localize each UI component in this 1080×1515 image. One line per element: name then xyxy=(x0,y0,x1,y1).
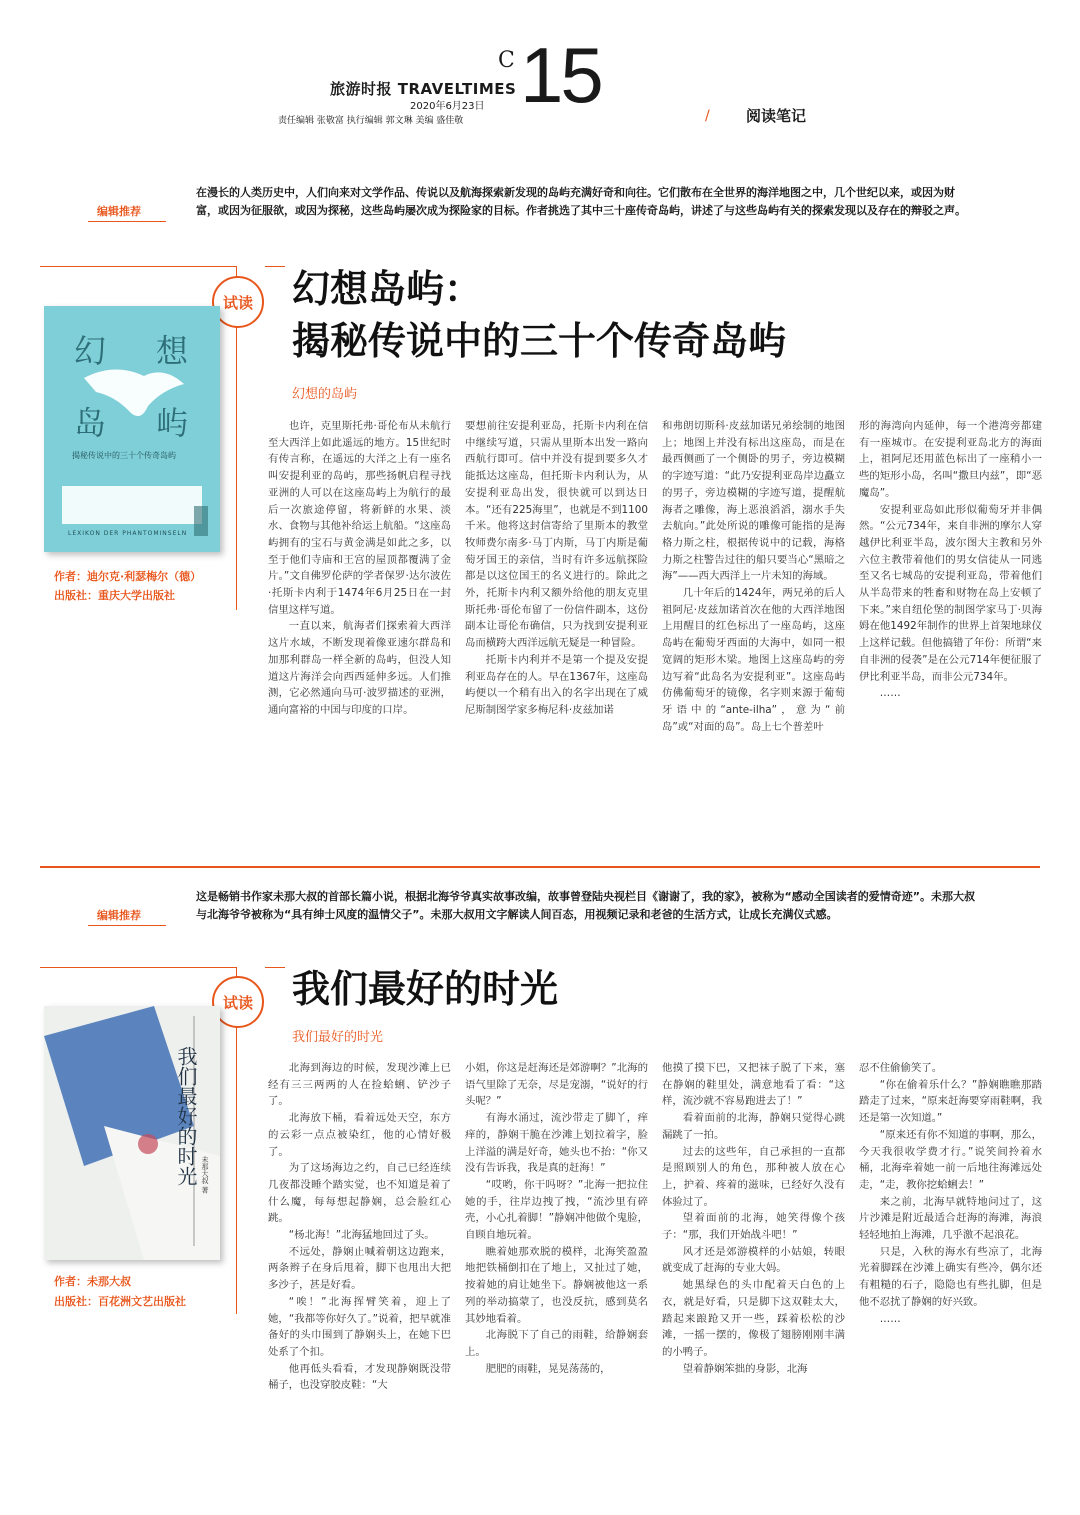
masthead-date: 2020年6月23日 xyxy=(410,101,485,112)
text-column xyxy=(465,1060,648,1394)
text-column xyxy=(859,1060,1042,1394)
paragraph: 一直以来，航海者们探索着大西洋这片水域，不断发现着像亚速尔群岛和加那利群岛一样全新的岛屿，但没人知道这片海洋会向西西延伸多远。人们推测，它必然通向马可·波罗描述的亚洲，通向富裕的中国与印度的口岸。 xyxy=(268,620,451,716)
frame-line xyxy=(236,320,237,610)
article-title-line2: 揭秘传说中的三十个传奇岛屿 xyxy=(292,318,787,363)
masthead-staff: 责任编辑 张敬富 执行编辑 郭文琳 美编 盛佳敬 xyxy=(278,116,464,126)
paragraph: 小姐，你这是赶海还是郊游啊？”北海的语气里除了无奈，尽是宠溺，“说好的行头呢？” xyxy=(465,1062,648,1108)
recommend-underline xyxy=(88,925,166,926)
page-letter: C xyxy=(498,48,515,73)
author-line: 作者：迪尔克·利瑟梅尔（德） xyxy=(54,570,202,583)
book-spine-author: 未那大叔 著 xyxy=(201,1156,209,1194)
frame-line xyxy=(40,967,237,968)
editor-recommend-label: 编辑推荐 xyxy=(97,205,141,218)
paragraph: 他再低头看看，才发现静娴既没带桶子，也没穿胶皮鞋：“大 xyxy=(268,1362,451,1392)
book-cover-best-times xyxy=(44,1006,220,1260)
island-map-icon xyxy=(44,306,220,552)
section-title: 阅读笔记 xyxy=(746,107,807,125)
book-title-char: 想 xyxy=(156,332,189,370)
book-subtitle: 揭秘传说中的三十个传奇岛屿 xyxy=(72,451,176,460)
paragraph: 形的海湾向内延伸，每一个港湾旁都建有一座城市。在安提利亚岛北方的海面上，祖阿尼还用蓝色标出了一座稍小一些的矩形小岛，名叫“撒旦内兹”，即“恶魔岛”。 xyxy=(859,420,1042,499)
text-column xyxy=(662,418,845,735)
section-divider xyxy=(40,866,1040,868)
paragraph: 风才还是郊游模样的小姑娘，转眼就变成了赶海的专业大妈。 xyxy=(662,1245,845,1275)
paragraph: “唉！”北海挥臂笑着，迎上了她，“我都等你好久了。”说着，把早就准备好的头巾围到了静娴头上，在她下巴处系了个扣。 xyxy=(268,1295,451,1358)
paragraph: …… xyxy=(879,687,901,700)
publisher-line: 出版社：百花洲文艺出版社 xyxy=(54,1295,186,1308)
section-slash: / xyxy=(705,108,710,124)
paragraph: …… xyxy=(879,1312,901,1325)
article-subtitle: 我们最好的时光 xyxy=(292,1030,384,1045)
paragraph: 北海到海边的时候，发现沙滩上已经有三三两两的人在捡蛤蜊、铲沙子了。 xyxy=(268,1062,451,1108)
text-column xyxy=(268,1060,451,1394)
book-title-char: 屿 xyxy=(156,404,189,442)
frame-line xyxy=(40,266,237,267)
paragraph: 瞧着她那欢脱的模样，北海笑盈盈地把铁桶倒扣在了地上，又扯过了她，按着她的肩让她坐下。静娴被他这一系列的举动搞蒙了，也没反抗，感到莫名其妙地看着。 xyxy=(465,1245,648,1325)
paragraph: 他摸了摸下巴，又把袜子脱了下来，塞在静娴的鞋里处，满意地看了看：“这样，流沙就不容易跑进去了！” xyxy=(662,1062,845,1108)
article-title: 我们最好的时光 xyxy=(292,966,559,1011)
article-intro: 在漫长的人类历史中，人们向来对文学作品、传说以及航海探索新发现的岛屿充满好奇和向往。它们散布在全世界的海洋地图之中，几个世纪以来，或因为财富，或因为征服欲，或因为探秘，这些岛屿屡次成为探险家的目标。作者挑选了其中三十座传奇岛屿，讲述了与这些岛屿有关的探索发现以及存在的辩驳之声。 xyxy=(196,186,966,217)
book-title-vertical: 我们最好的时光 xyxy=(174,1046,198,1186)
paragraph: 为了这场海边之约，自己已经连续几夜都没睡个踏实觉，也不知道是着了什么魔，每每想起静娴，总会脸红心跳。 xyxy=(268,1162,451,1225)
book-en-title: LEXIKON DER PHANTOMINSELN xyxy=(68,530,188,537)
text-column xyxy=(465,418,648,735)
paragraph: 望着面前的北海，她笑得像个孩子：“那，我们开始战斗吧！” xyxy=(662,1212,845,1242)
paragraph: 望着静娴笨拙的身影，北海 xyxy=(682,1362,808,1375)
paragraph: 忍不住偷偷笑了。 xyxy=(859,1062,943,1074)
article-intro: 这是畅销书作家未那大叔的首部长篇小说，根据北海爷爷真实故事改编，故事曾登陆央视栏目《谢谢了，我的家》，被称为“感动全国读者的爱情奇迹”。未那大叔与北海爷爷被称为“具有绅士风度的温情父子”。未那大叔用文字解读人间百态，用视频记录和老爸的生活方式，让成长充满仪式感。 xyxy=(196,890,975,921)
paragraph: 不远处，静娴止喊着朝这边跑来，两条辫子在身后甩着，脚下也甩出大把多沙子，甚是好看。 xyxy=(268,1245,451,1292)
book-title-char: 岛 xyxy=(74,404,107,442)
paragraph: 过去的这些年，自己承担的一直都是照顾别人的角色，那种被人放在心上，护着、疼着的滋味，已经好久没有体验过了。 xyxy=(662,1145,845,1208)
article-title-line1: 幻想岛屿： xyxy=(292,266,483,311)
frame-line xyxy=(265,266,285,267)
trial-read-badge: 试读 xyxy=(212,976,264,1028)
editor-recommend-label: 编辑推荐 xyxy=(97,909,141,922)
paragraph: “原来还有你不知道的事啊，那么，今天我很收学费才行。”说笑间拎着水桶，北海牵着她一前一后地往海滩远处走，“走，教你挖蛤蜊去！” xyxy=(859,1128,1042,1191)
book-title-char: 幻 xyxy=(74,332,107,370)
frame-line xyxy=(265,967,285,968)
paragraph: 北海脱下了自己的雨鞋，给静娴套上。 xyxy=(465,1329,648,1358)
book-cover-fantasy-islands xyxy=(44,306,220,552)
publisher-line: 出版社：重庆大学出版社 xyxy=(54,589,175,602)
paragraph: 要想前往安提利亚岛，托斯卡内利在信中继续写道，只需从里斯本出发一路向西航行即可。信中并没有提到要多久才能抵达这座岛，但托斯卡内利认为，从安提利亚岛出发，很快就可以到达日本。“还有225海里”，也就是不到1100千米。他将这封信寄给了里斯本的教堂牧师费尔南多·马丁内斯，马丁内斯是葡萄牙国王的亲信，当时有许多远航探险都是以这位国王的名义进行的。除此之外，托斯卡内利又额外给他的朋友克里斯托弗·哥伦布留了一份信件副本，这份副本让哥伦布确信，只为找到安提利亚岛而横跨大西洋远航无疑是一种冒险。 xyxy=(465,420,648,650)
recommend-underline xyxy=(88,221,166,222)
author-line: 作者：未那大叔 xyxy=(54,1275,131,1288)
paragraph: 托斯卡内利并不是第一个提及安提利亚岛存在的人。早在1367年，这座岛屿便以一个稍有出入的名字出现在了威尼斯制图学家多梅尼科·皮兹加诺 xyxy=(465,653,648,716)
article-subtitle: 幻想的岛屿 xyxy=(292,387,358,402)
paragraph: 北海放下桶，看着远处天空，东方的云彩一点点被染红，他的心情好极了。 xyxy=(268,1112,451,1158)
paragraph: 只是，入秋的海水有些凉了，北海光着脚踩在沙滩上确实有些冷，偶尔还有粗糙的石子，隐隐也有些扎脚，但是他不忍扰了静娴的好兴致。 xyxy=(859,1245,1042,1308)
paragraph: “哎哟，你干吗呀？”北海一把拉住她的手，往岸边拽了拽，“流沙里有碎壳，小心扎着脚！”静娴冲他做个鬼脸，自顾自地玩着。 xyxy=(465,1178,648,1242)
paragraph: 也许，克里斯托弗·哥伦布从未航行至大西洋上如此遥远的地方。15世纪时有传言称，在遥远的大洋之上有一座名叫安提利亚的岛屿，那些扬帆启程寻找亚洲的人可以在这座岛屿上为航行的最后一次旅途停留，将新鲜的水果、淡水、食物与其他补给运上航船。“这座岛屿拥有的宝石与黄金满是如此之多，以至于他们寺庙和王宫的屋顶都覆满了金片。”文自佛罗伦萨的学者保罗·达尔波佐·托斯卡内利于1474年6月25日在一封信里这样写道。 xyxy=(268,420,451,616)
masthead-name: 旅游时报 TRAVELTIMES xyxy=(330,80,517,98)
article-body-columns xyxy=(268,418,1042,735)
paragraph: 她黑绿色的头巾配着天白色的上衣，就是好看，只是脚下这双鞋太大，踏起来踉跄又开一些，踩着松松的沙滩，一摇一摆的，像极了翅膀刚刚丰满的小鸭子。 xyxy=(662,1279,845,1358)
paragraph: 来之前，北海早就特地问过了，这片沙滩是附近最适合赶海的海滩，海浪轻轻地拍上海滩，几乎激不起浪花。 xyxy=(859,1195,1042,1242)
page-number: 15 xyxy=(520,31,601,119)
text-column xyxy=(859,418,1042,735)
article-body-columns xyxy=(268,1060,1042,1394)
text-column xyxy=(662,1060,845,1394)
trial-read-badge: 试读 xyxy=(212,276,264,328)
paragraph: 看着面前的北海，静娴只觉得心跳漏跳了一拍。 xyxy=(662,1112,845,1141)
paragraph: 安提利亚岛如此形似葡萄牙并非偶然。“公元734年，来自非洲的摩尔人穿越伊比利亚半岛，波尔图大主教和另外六位主教带着他们的男女信徒从一同逃至又名七城岛的安提利亚岛，带着他们从半岛带来的牲畜和财物在岛上安顿了下来。”来自纽伦堡的制图学家马丁·贝海姆在他1492年制作的世界上首架地球仪上这样记载。但他搞错了年份：所谓“来自非洲的侵袭”是在公元714年便征服了伊比利亚半岛，而非公元734年。 xyxy=(859,503,1042,683)
paragraph: 有海水涌过，流沙带走了脚丫，痒痒的，静娴干脆在沙滩上划拉着字，脸上洋溢的满是好奇，她头也不抬：“你又没有告诉我，我是真的赶海！” xyxy=(465,1112,648,1175)
text-column xyxy=(268,418,451,735)
paragraph: 和弗朗切斯科·皮兹加诺兄弟绘制的地图上；地图上并没有标出这座岛，而是在最西侧画了一个侧卧的男子，旁边模糊的字迹写道：“此乃安提利亚岛岸边矗立的男子，旁边模糊的字迹写道，提醒航海者之雕像，海上恶浪滔滔，溺水手失去航向。”此处所说的雕像可能指的是海格力斯之柱，根据传说中的记载，海格力斯之柱警告过往的船只要当心“黑暗之海”——西大西洋上一片未知的海域。 xyxy=(662,420,845,583)
frame-line xyxy=(236,1024,237,1314)
paragraph: 几十年后的1424年，两兄弟的后人祖阿尼·皮兹加诺首次在他的大西洋地图上用醒目的红色标出了一座岛屿，这座岛屿在葡萄牙西面的大海中，如同一根宽阔的矩形木梁。地图上这座岛屿的旁边写着“此岛名为安提利亚”。这座岛屿仿佛葡萄牙的镜像，名字则来源于葡萄牙语中的“ante-ilha”，意为“前岛”或“对面的岛”。岛上七个普差叶 xyxy=(662,587,845,733)
paragraph: “杨北海！”北海猛地回过了头。 xyxy=(288,1229,435,1242)
paragraph: 肥肥的雨鞋，晃晃荡荡的， xyxy=(485,1362,611,1375)
paragraph: “你在偷着乐什么？”静娴瞧瞧那踏踏走了过来，“原来赶海要穿雨鞋啊，我还是第一次知道。” xyxy=(859,1078,1042,1125)
